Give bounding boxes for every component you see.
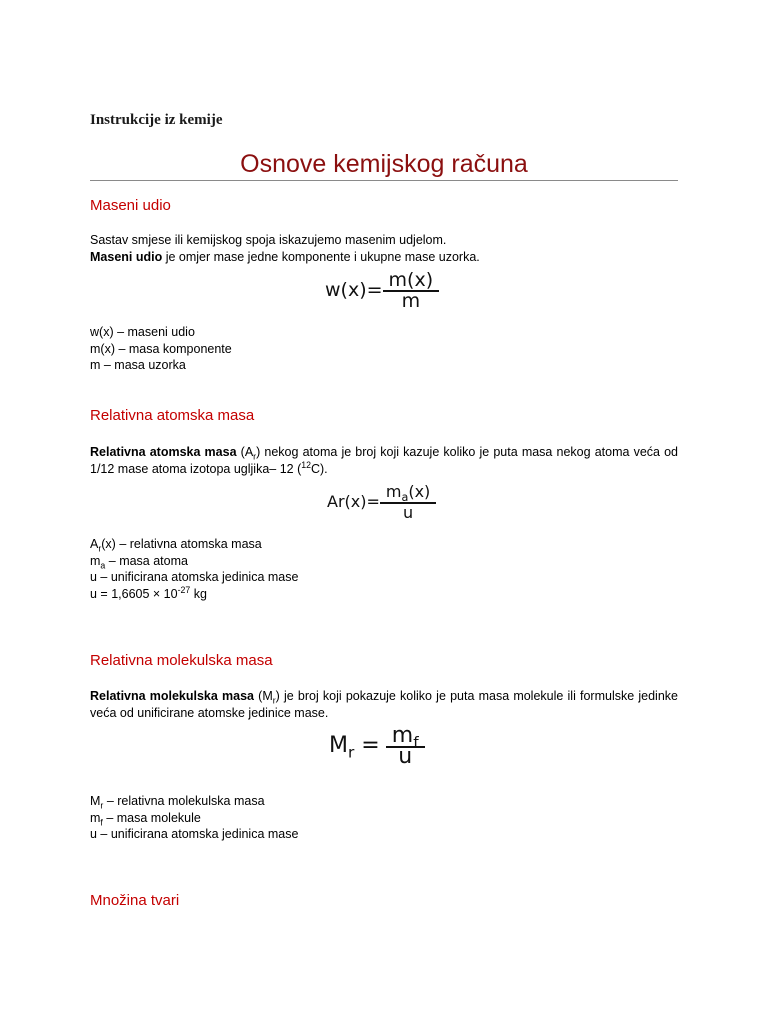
definition-line: m(x) – masa komponente bbox=[90, 341, 232, 356]
paragraph-relativna-atomska-masa bbox=[90, 444, 678, 477]
subscript: r bbox=[98, 543, 102, 554]
text-run: kg bbox=[190, 586, 207, 601]
text-run: A bbox=[90, 537, 99, 551]
subscript: a bbox=[100, 560, 106, 570]
definition-line: u – unificirana atomska jedinica mase bbox=[90, 570, 299, 584]
title-divider bbox=[90, 180, 678, 181]
numerator: m(x) bbox=[383, 272, 440, 292]
definition-line bbox=[90, 793, 678, 810]
formula-maseni-udio bbox=[325, 269, 439, 312]
definitions-maseni-udio bbox=[90, 324, 678, 374]
definition-line bbox=[90, 553, 678, 570]
definition-line bbox=[90, 810, 678, 827]
text-run: – masa atoma bbox=[105, 553, 188, 568]
symbol: M bbox=[329, 733, 348, 759]
denominator: u bbox=[403, 502, 414, 522]
text-line: Sastav smjese ili kemijskog spoja iskazujemo masenim udjelom. bbox=[90, 233, 447, 247]
definitions-relativna-atomska-masa bbox=[90, 536, 678, 602]
fraction bbox=[386, 723, 425, 769]
text-run: (x) – relativna atomska masa bbox=[101, 537, 262, 551]
page-title: Osnove kemijskog računa bbox=[240, 150, 528, 178]
definitions-relativna-molekulska-masa bbox=[90, 793, 678, 843]
formula-lhs: Ar(x)= bbox=[327, 492, 380, 512]
denominator: u bbox=[398, 743, 413, 769]
subscript: r bbox=[272, 695, 276, 706]
definition-line: w(x) – maseni udio bbox=[90, 325, 195, 339]
definition-line bbox=[90, 586, 678, 603]
symbol: (x) bbox=[408, 482, 431, 501]
paragraph-relativna-molekulska-masa bbox=[90, 688, 678, 721]
bold-term: Maseni udio bbox=[90, 249, 163, 264]
paragraph-maseni-udio bbox=[90, 232, 678, 265]
text-run: – relativna molekulska masa bbox=[103, 794, 265, 808]
text-run: – masa molekule bbox=[102, 810, 201, 825]
bold-term: Relativna molekulska masa bbox=[90, 689, 254, 703]
formula-relativna-atomska-masa bbox=[327, 484, 436, 521]
text-run: u = 1,6605 × 10 bbox=[90, 586, 178, 601]
text-run: ) je broj koji pokazuje koliko je puta masa molekule ili formulske jedinke veća od unificirane atomske jedinice mase. bbox=[90, 689, 678, 720]
subscript: r bbox=[347, 743, 355, 762]
definition-line bbox=[90, 536, 678, 553]
document-header: Instrukcije iz kemije bbox=[90, 112, 223, 128]
equals-sign: = bbox=[354, 733, 380, 759]
symbol: m bbox=[385, 482, 402, 501]
formula-relativna-molekulska-masa bbox=[329, 723, 425, 769]
text-run: ) nekog atoma je broj koji kazuje koliko je puta masa nekog atoma veća od 1/12 mase atoma izotopa ugljika– 12 ( bbox=[90, 445, 679, 476]
definition-line: u – unificirana atomska jedinica mase bbox=[90, 827, 299, 841]
fraction bbox=[380, 484, 436, 521]
subscript: r bbox=[253, 451, 257, 462]
subscript: f bbox=[100, 817, 103, 827]
heading-mnozina-tvari: Množina tvari bbox=[90, 892, 180, 909]
subscript: a bbox=[401, 491, 409, 505]
denominator: m bbox=[401, 289, 421, 312]
bold-term: Relativna atomska masa bbox=[90, 445, 237, 459]
formula-lhs: w(x)= bbox=[325, 279, 383, 302]
text-line bbox=[90, 249, 678, 266]
heading-relativna-atomska-masa: Relativna atomska masa bbox=[90, 407, 255, 424]
numerator bbox=[380, 484, 436, 504]
text-run: je omjer mase jedne komponente i ukupne mase uzorka. bbox=[162, 249, 480, 264]
superscript: 12 bbox=[301, 459, 311, 470]
text-run: m bbox=[90, 810, 101, 825]
fraction bbox=[383, 269, 440, 312]
definition-line: m – masa uzorka bbox=[90, 358, 186, 372]
text-run: m bbox=[90, 553, 101, 568]
text-run: (A bbox=[236, 445, 254, 459]
subscript: r bbox=[100, 800, 104, 811]
text-run: C). bbox=[310, 461, 328, 476]
heading-relativna-molekulska-masa: Relativna molekulska masa bbox=[90, 652, 273, 669]
formula-lhs bbox=[329, 733, 380, 762]
subscript: f bbox=[413, 733, 419, 752]
text-run: M bbox=[90, 794, 101, 808]
text-run: (M bbox=[253, 689, 273, 703]
symbol: m bbox=[391, 723, 414, 748]
heading-maseni-udio: Maseni udio bbox=[90, 197, 171, 214]
superscript: -27 bbox=[177, 584, 191, 595]
